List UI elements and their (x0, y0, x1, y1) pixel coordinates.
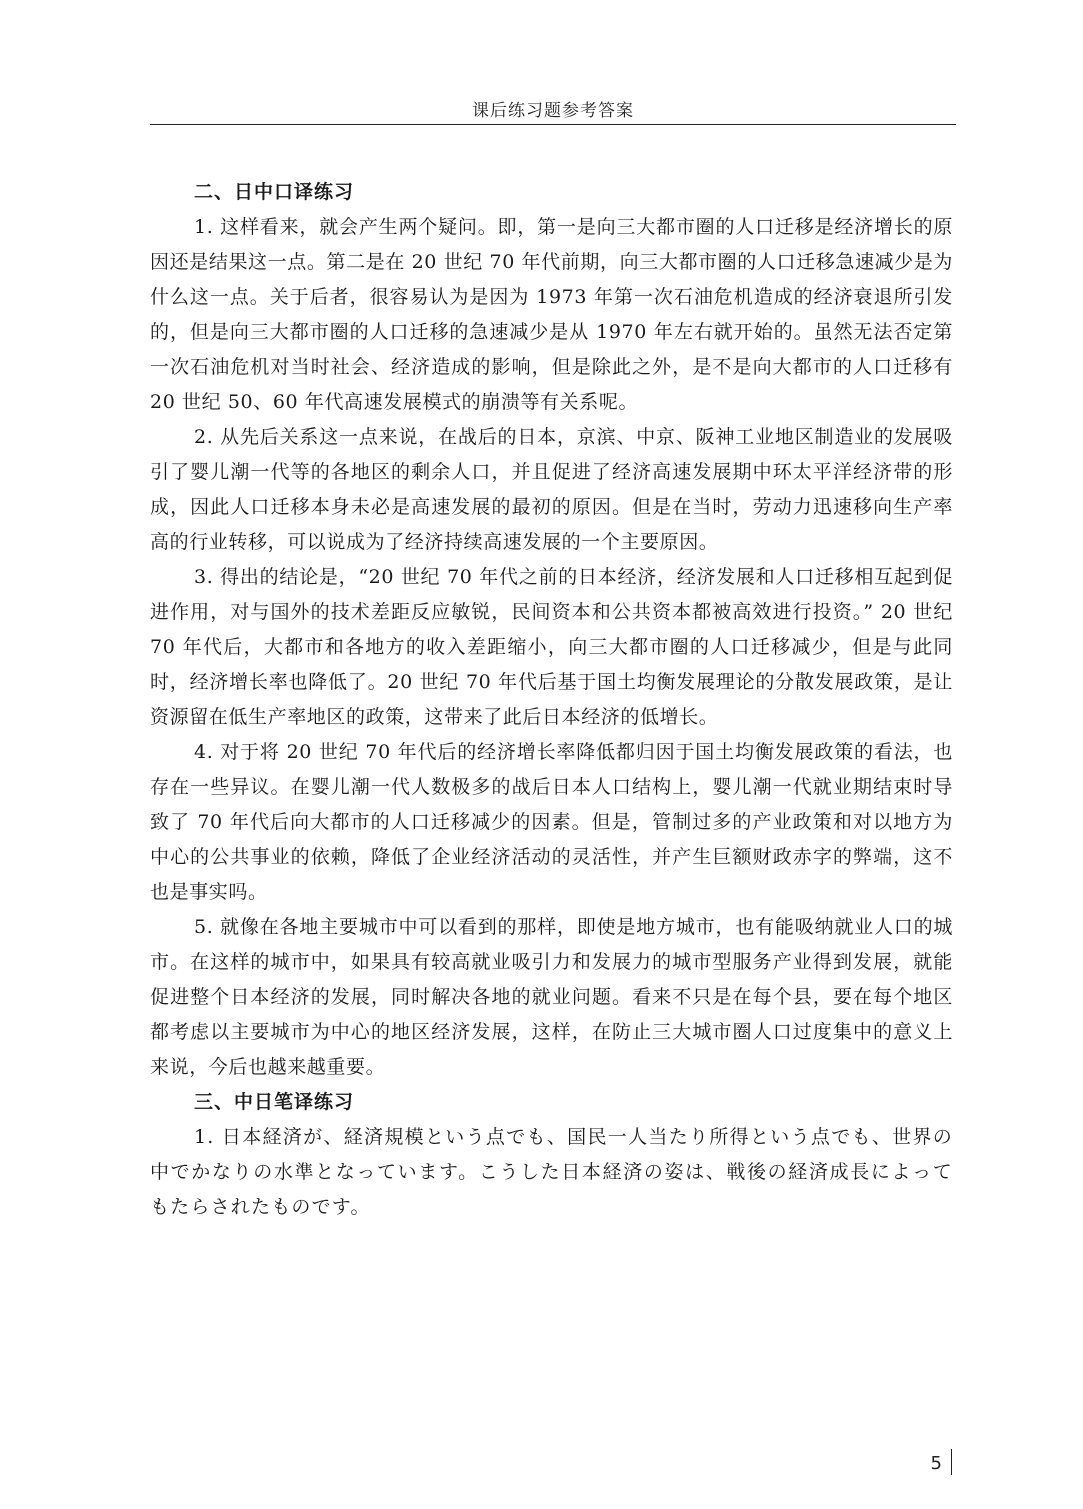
answer-paragraph-1: 1. 这样看来，就会产生两个疑问。即，第一是向三大都市圈的人口迁移是经济增长的原因还是结果这一点。第二是在 20 世纪 70 年代前期，向三大都市圈的人口迁移急速减少是为什么这一点。关于后者，很容易认为是因为 1973 年第一次石油危机造成的经济衰退所引发的，但是向三大都市圈的人口迁移的急速减少是从 1970 年左右就开始的。虽然无法否定第一次石油危机对当时社会、经济造成的影响，但是除此之外，是不是向大都市的人口迁移有 20 世纪 50、60 年代高速发展模式的崩溃等有关系呢。 (150, 216, 953, 413)
section-chinese-japanese-translation (150, 1085, 953, 1225)
answer-paragraph-1: 1. 日本経済が、経済規模という点でも、国民一人当たり所得という点でも、世界の中でかなりの水準となっています。こうした日本経済の姿は、戦後の経済成長によってもたらされたものです。 (150, 1126, 953, 1218)
page-number: 5 (930, 1453, 942, 1474)
header-rule (150, 124, 956, 125)
section-heading: 三、中日笔译练习 (194, 1091, 355, 1113)
section-japanese-chinese-interpreting (150, 175, 953, 1085)
page-number-divider (951, 1449, 952, 1475)
section-heading: 二、日中口译练习 (194, 181, 355, 203)
answer-paragraph-3: 3. 得出的结论是，“20 世纪 70 年代之前的日本经济，经济发展和人口迁移相互起到促进作用，对与国外的技术差距反应敏锐，民间资本和公共资本都被高效进行投资。” 20 世纪 70 年代后，大都市和各地方的收入差距缩小，向三大都市圈的人口迁移减少，但是与此同时，经济增长率也降低了。20 世纪 70 年代后基于国土均衡发展理论的分散发展政策，是让资源留在低生产率地区的政策，这带来了此后日本经济的低增长。 (150, 566, 953, 728)
answer-paragraph-2: 2. 从先后关系这一点来说，在战后的日本，京滨、中京、阪神工业地区制造业的发展吸引了婴儿潮一代等的各地区的剩余人口，并且促进了经济高速发展期中环太平洋经济带的形成，因此人口迁移本身未必是高速发展的最初的原因。但是在当时，劳动力迅速移向生产率高的行业转移，可以说成为了经济持续高速发展的一个主要原因。 (150, 426, 953, 553)
page-body (150, 175, 953, 1225)
answer-paragraph-4: 4. 对于将 20 世纪 70 年代后的经济增长率降低都归因于国土均衡发展政策的看法，也存在一些异议。在婴儿潮一代人数极多的战后日本人口结构上，婴儿潮一代就业期结束时导致了 70 年代后向大都市的人口迁移减少的因素。但是，管制过多的产业政策和对以地方为中心的公共事业的依赖，降低了企业经济活动的灵活性，并产生巨额财政赤字的弊端，这不也是事实吗。 (150, 741, 953, 903)
answer-paragraph-5: 5. 就像在各地主要城市中可以看到的那样，即使是地方城市，也有能吸纳就业人口的城市。在这样的城市中，如果具有较高就业吸引力和发展力的城市型服务产业得到发展，就能促进整个日本经济的发展，同时解决各地的就业问题。看来不只是在每个县，要在每个地区都考虑以主要城市为中心的地区经济发展，这样，在防止三大城市圈人口过度集中的意义上来说，今后也越来越重要。 (150, 916, 953, 1078)
running-header-title: 课后练习题参考答案 (472, 101, 634, 121)
